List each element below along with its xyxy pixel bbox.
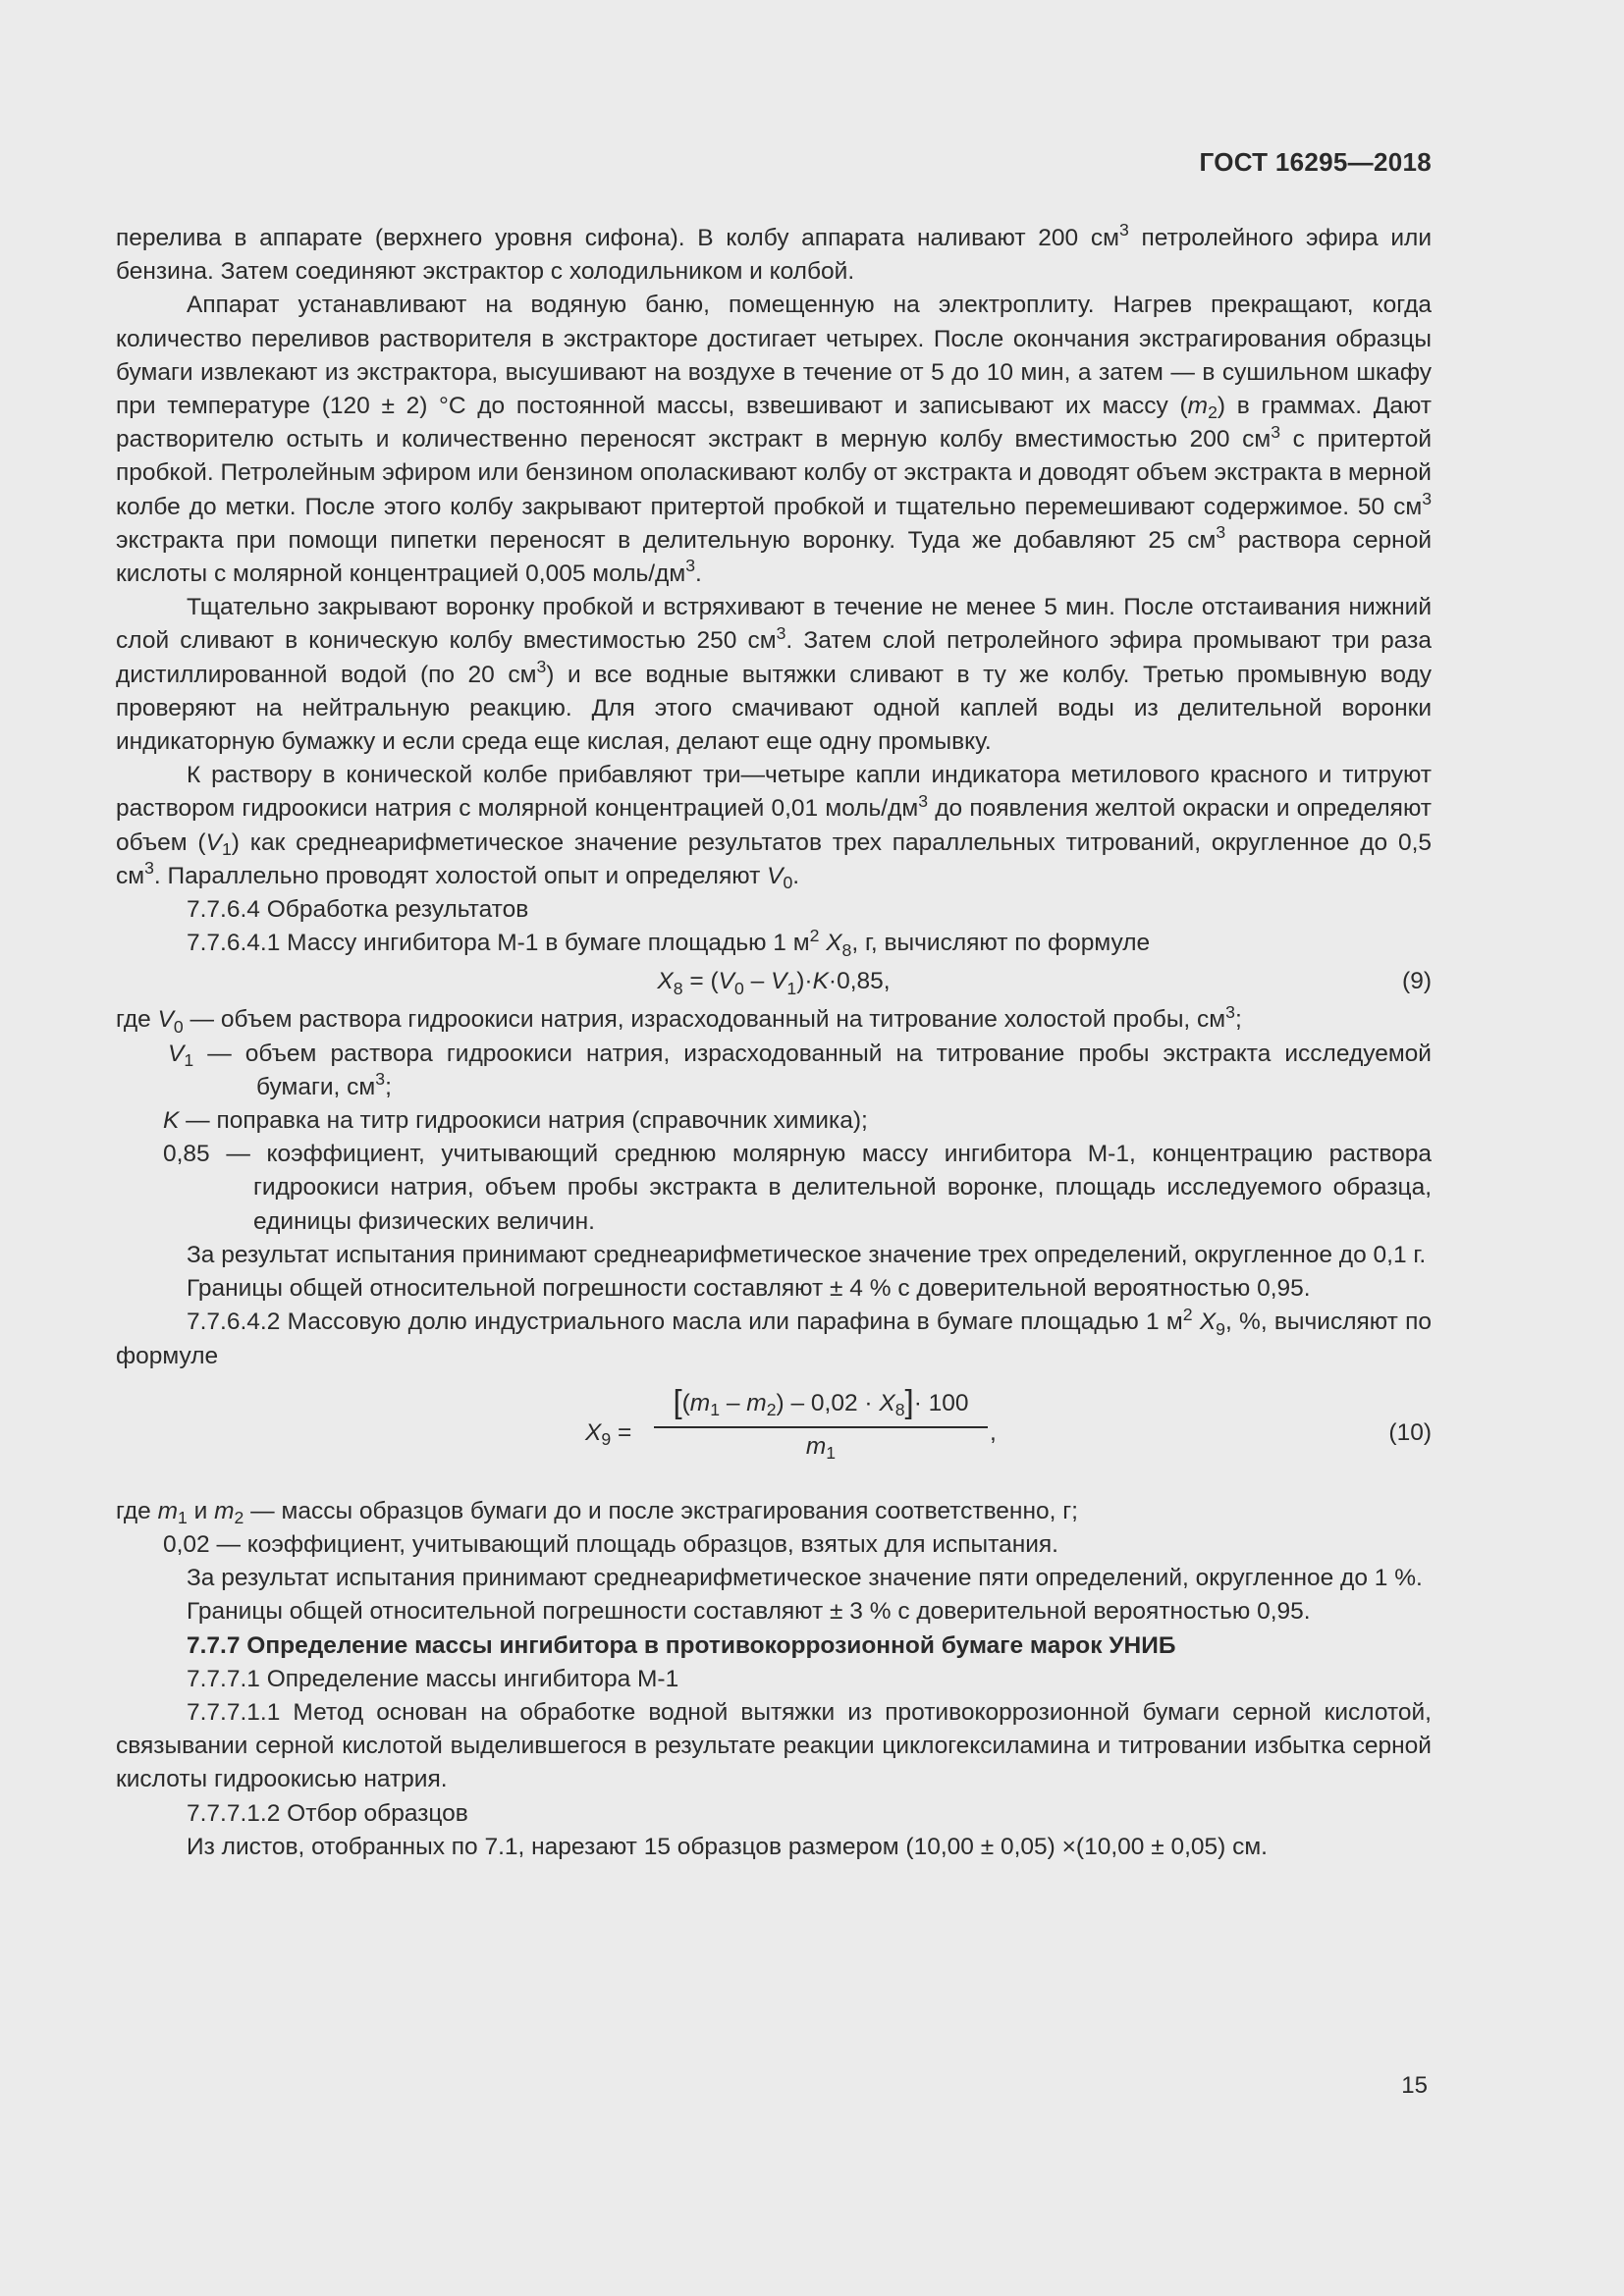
document-body [116,222,1432,1864]
paragraph: перелива в аппарате (верхнего уровня сифона). В колбу аппарата наливают 200 $см^3$ петролейного эфира или бензина. Затем соединяют экстрактор с холодильником и колбой. [116,220,1433,286]
section-heading: 7.7.7.1 Определение массы ингибитора М-1 [187,1665,679,1692]
definition-002: 0,02 — коэффициент, учитывающий площадь образцов, взятых для испытания. [163,1530,1058,1558]
section-heading: 7.7.6.4 Обработка результатов [187,896,529,924]
definition-v0: где $V_0$ — объем раствора гидроокиси натрия, израсходованный на титрование холостой пробы, $см^3$; [116,1001,1242,1037]
formula-number: (9) [1402,968,1432,995]
paragraph: 7.7.6.4.2 Массовую долю индустриального масла или парафина в бумаге площадью 1 $м^2$ $X_9$, %, вычисляют по формуле [116,1304,1432,1369]
formula-fraction [654,1383,988,1464]
document-header: ГОСТ 16295—2018 [1199,147,1432,177]
formula-expression: $X_8 = (V_0 - V_1)\cdot K\cdot 0,85$, [657,968,891,998]
paragraph: Из листов, отобранных по 7.1, нарезают 15 образцов размером (10,00 ± 0,05) ×(10,00 ± 0,05) см. [187,1833,1268,1860]
formula-denominator: $m_1$ [805,1432,837,1464]
paragraph: 7.7.6.4.1 Массу ингибитора М-1 в бумаге площадью 1 $м^2$ $X_8$, г, вычисляют по формуле [187,925,1151,960]
paragraph: За результат испытания принимают среднеарифметическое значение пяти определений, округленное до 1 %. [187,1565,1423,1592]
definition-m: где $m_1$ и $m_2$ — массы образцов бумаги до и после экстрагирования соответственно, г; [116,1497,1078,1527]
paragraph: 7.7.7.1.1 Метод основан на обработке водной вытяжки из противокоррозионной бумаги серной кислотой, связывании серной кислотой выделившегося в результате реакции циклогексиламина и титровании избытка серной кислоты гидроокисью натрия. [116,1698,1432,1793]
paragraph: Аппарат устанавливают на водяную баню, помещенную на электроплиту. Нагрев прекращают, когда количество переливов растворителя в экстракторе достигает четырех. После окончания экстрагирования образцы бумаги извлекают из экстрактора, высушивают на воздухе в течение от 5 до 10 мин, а затем — в сушильном шкафу при температуре (120 ± 2) °С до постоянной массы, взвешивают и записывают их массу $(m_2)$ в граммах. Дают растворителю остыть и количественно переносят экстракт в мерную колбу вместимостью 200 $см^3$ с притертой пробкой. Петролейным эфиром или бензином ополаскивают колбу от экстракта и доводят объем экстракта в мерной колбе до метки. После этого колбу закрывают притертой пробкой и тщательно перемешивают содержимое. 50 $см^3$ экстракта при помощи пипетки переносят в делительную воронку. Туда же добавляют 25 $см^3$ раствора серной кислоты с молярной концентрацией 0,005 моль/$дм^3$. [116,292,1433,588]
section-heading: 7.7.7.1.2 Отбор образцов [187,1799,468,1827]
formula-10 [116,1383,1432,1489]
formula-lhs: $X_9$ = [585,1418,632,1449]
paragraph: К раствору в конической колбе прибавляют три—четыре капли индикатора метилового красного и титруют раствором гидроокиси натрия с молярной концентрацией 0,01 моль/$дм^3$ до появления желтой окраски и определяют объем $(V_1)$ как среднеарифметическое значение результатов трех параллельных титрований, округленное до 0,5 $см^3$. Параллельно проводят холостой опыт и определяют $V_0$. [116,762,1433,893]
formula-numerator: $[(m_1 - m_2) - 0,02 \cdot X_8]\cdot 100$ [654,1387,988,1428]
formula-number: (10) [1388,1418,1432,1446]
paragraph: Границы общей относительной погрешности составляют ± 4 % с доверительной вероятностью 0,95. [187,1275,1311,1303]
definition-k: K — поправка на титр гидроокиси натрия (справочник химика); [163,1107,868,1135]
formula-comma: , [990,1418,997,1446]
paragraph: Тщательно закрывают воронку пробкой и встряхивают в течение не менее 5 мин. После отстаивания нижний слой сливают в коническую колбу вместимостью 250 $см^3$. Затем слой петролейного эфира промывают три раза дистиллированной водой (по 20 $см^3$) и все водные вытяжки сливают в ту же колбу. Третью промывную воду проверяют на нейтральную реакцию. Для этого смачивают одной каплей воды из делительной воронки индикаторную бумажку и если среда еще кислая, делают еще одну промывку. [116,594,1433,756]
page-number: 15 [1401,2072,1428,2099]
formula-9 [116,960,1432,1003]
paragraph: Границы общей относительной погрешности составляют ± 3 % с доверительной вероятностью 0,95. [187,1598,1311,1626]
definition-v1: $V_1$ — объем раствора гидроокиси натрия, израсходованный на титрование пробы экстракта исследуемой бумаги, $см^3$; [168,1040,1432,1100]
paragraph: За результат испытания принимают среднеарифметическое значение трех определений, округленное до 0,1 г. [187,1241,1427,1268]
section-heading: 7.7.7 Определение массы ингибитора в противокоррозионной бумаге марок УНИБ [187,1631,1176,1659]
definition-085: 0,85 — коэффициент, учитывающий среднюю молярную массу ингибитора М-1, концентрацию раствора гидроокиси натрия, объем пробы экстракта в делительной воронке, площадь исследуемого образца, единицы физических величин. [163,1141,1432,1235]
